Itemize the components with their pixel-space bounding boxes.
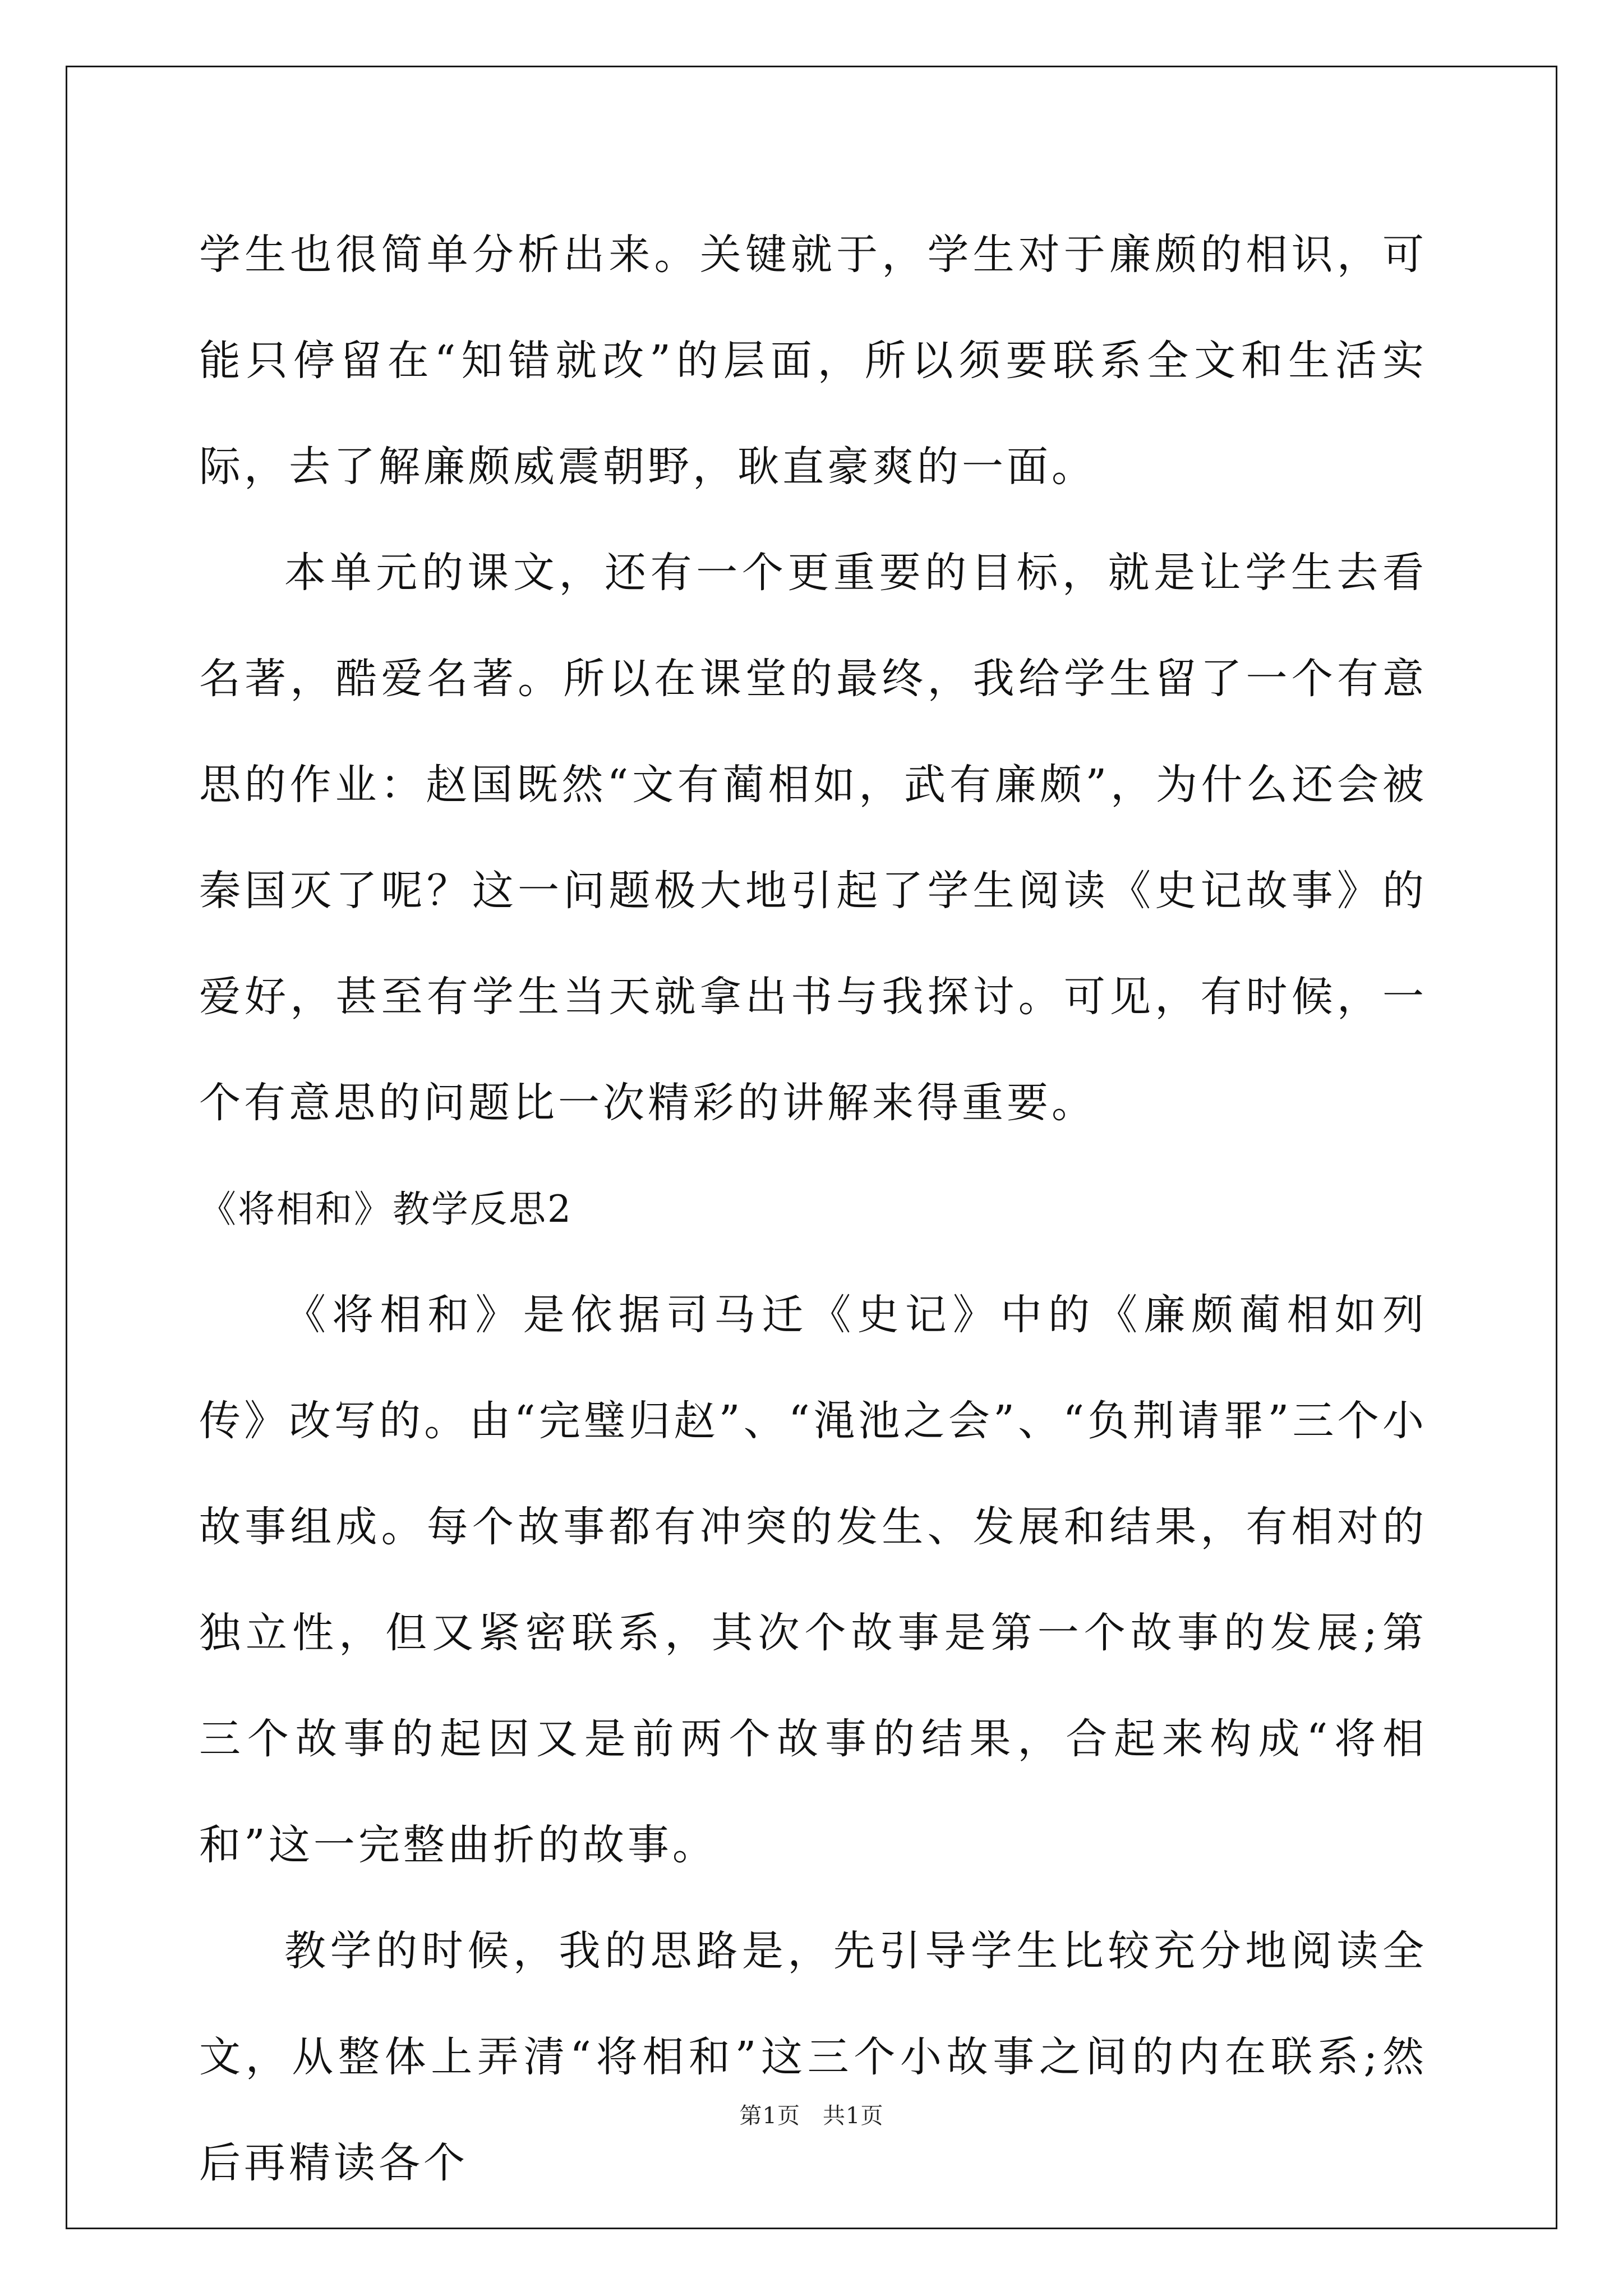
paragraph-continuation: 学生也很简单分析出来。关键就于，学生对于廉颇的相识，可能只停留在“知错就改”的层面，所以须要联系全文和生活实际，去了解廉颇威震朝野，耿直豪爽的一面。 xyxy=(199,231,1427,491)
paragraph-teaching-approach: 教学的时候，我的思路是，先引导学生比较充分地阅读全文，从整体上弄清“将相和”这三个小故事之间的内在联系;然后再精读各个 xyxy=(199,1927,1427,2187)
paragraph-story-structure: 《将相和》是依据司马迁《史记》中的《廉颇蔺相如列传》改写的。由“完璧归赵”、“渑池之会”、“负荆请罪”三个小故事组成。每个故事都有冲突的发生、发展和结果，有相对的独立性，但又紧密联系，其次个故事是第一个故事的发展;第三个故事的起因又是前两个故事的结果，合起来构成“将相和”这一完整曲折的故事。 xyxy=(199,1291,1427,1869)
paragraph-reading-classics: 本单元的课文，还有一个更重要的目标，就是让学生去看名著，酷爱名著。所以在课堂的最终，我给学生留了一个有意思的作业：赵国既然“文有蔺相如，武有廉颇”，为什么还会被秦国灭了呢？这一问题极大地引起了学生阅读《史记故事》的爱好，甚至有学生当天就拿出书与我探讨。可见，有时候，一个有意思的问题比一次精彩的讲解来得重要。 xyxy=(199,549,1427,1127)
page-total: 共1页 xyxy=(823,2103,884,2129)
document-body xyxy=(199,202,1427,2216)
page-footer xyxy=(0,2098,1623,2130)
page-number: 第1页 xyxy=(739,2103,800,2129)
section-heading: 《将相和》教学反思2 xyxy=(199,1188,573,1231)
